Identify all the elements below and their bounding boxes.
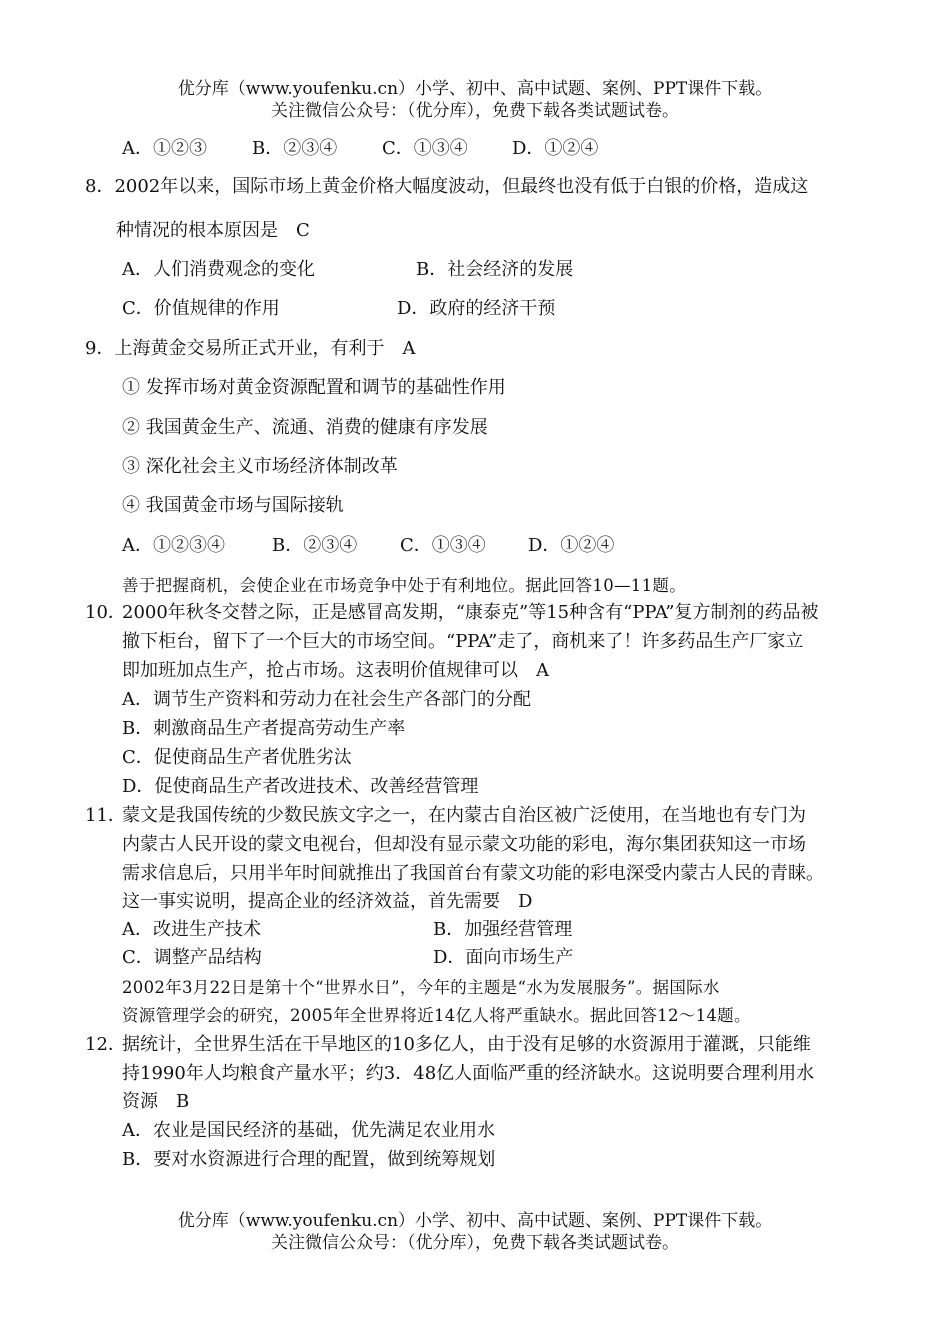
q11-number: 11． [85, 805, 126, 826]
q9-option-c: C．①③④ [400, 535, 486, 556]
q9-option-a: A．①②③④ [122, 535, 225, 556]
page-header [0, 78, 950, 122]
q10-number: 10． [85, 602, 126, 623]
q9-item-3: ③ 深化社会主义市场经济体制改革 [122, 456, 398, 477]
q8-option-b: B．社会经济的发展 [416, 259, 574, 280]
footer-line-1: 优分库（www.youfenku.cn）小学、初中、高中试题、案例、PPT课件下载。 [177, 1211, 773, 1231]
q12-option-b: B．要对水资源进行合理的配置，做到统筹规划 [122, 1149, 496, 1170]
q9-answer: A [402, 338, 416, 359]
q8-stem-line-1: 8．2002年以来，国际市场上黄金价格大幅度波动，但最终也没有低于白银的价格，造成这 [85, 176, 809, 197]
q10-option-b: B．刺激商品生产者提高劳动生产率 [122, 718, 406, 739]
q11-option-b: B．加强经营管理 [433, 919, 573, 940]
q8-stem-line-2 [116, 219, 310, 243]
q9-item-4: ④ 我国黄金市场与国际接轨 [122, 495, 344, 516]
q10-stem-line-3 [122, 659, 549, 683]
q12-number: 12． [85, 1034, 126, 1055]
q7-options [122, 137, 598, 161]
q10-answer: A [536, 660, 549, 681]
q11-stem-line-2: 内蒙古人民开设的蒙文电视台，但却没有显示蒙文功能的彩电，海尔集团获知这一市场 [122, 834, 806, 855]
q12-stem-line-3 [122, 1090, 189, 1114]
q11-stem-text: 这一事实说明，提高企业的经济效益，首先需要 [122, 891, 500, 912]
q10-option-d: D．促使商品生产者改进技术、改善经营管理 [122, 776, 479, 797]
q9-item-1: ① 发挥市场对黄金资源配置和调节的基础性作用 [122, 377, 506, 398]
q12-answer: B [176, 1091, 190, 1112]
q9-options [122, 534, 614, 558]
q10-stem-text: 即加班加点生产，抢占市场。这表明价值规律可以 [122, 660, 518, 681]
q12-stem-text: 资源 [122, 1091, 158, 1112]
q7-option-c: C．①③④ [382, 138, 468, 159]
material-10-11: 善于把握商机，会使企业在市场竞争中处于有利地位。据此回答10—11题。 [122, 576, 686, 595]
q11-stem-line-3: 需求信息后，只用半年时间就推出了我国首台有蒙文功能的彩电深受内蒙古人民的青睐。 [122, 863, 824, 884]
q8-stem-text: 种情况的根本原因是 [116, 220, 278, 241]
q10-stem-line-1: 2000年秋冬交替之际，正是感冒高发期，“康泰克”等15种含有“PPA”复方制剂的药品被 [122, 602, 819, 623]
material-12-14-line-2: 资源管理学会的研究，2005年全世界将近14亿人将严重缺水。据此回答12～14题。 [122, 1006, 751, 1025]
q10-option-a: A．调节生产资料和劳动力在社会生产各部门的分配 [122, 689, 531, 710]
q11-stem-line-4 [122, 890, 532, 914]
q12-option-a: A．农业是国民经济的基础，优先满足农业用水 [122, 1120, 495, 1141]
q11-option-d: D．面向市场生产 [433, 947, 574, 968]
q10-option-c: C．促使商品生产者优胜劣汰 [122, 747, 352, 768]
q12-stem-line-1: 据统计，全世界生活在干旱地区的10多亿人，由于没有足够的水资源用于灌溉，只能维 [122, 1034, 811, 1055]
q9-stem [85, 337, 415, 361]
q11-option-a: A．改进生产技术 [122, 919, 261, 940]
q11-answer: D [518, 891, 533, 912]
q11-option-c: C．调整产品结构 [122, 947, 262, 968]
q9-stem-text: 9．上海黄金交易所正式开业，有利于 [85, 338, 385, 359]
q7-option-d: D．①②④ [512, 138, 599, 159]
header-line-2: 关注微信公众号：（优分库），免费下载各类试题试卷。 [271, 101, 679, 121]
q8-option-c: C．价值规律的作用 [122, 298, 280, 319]
material-12-14-line-1: 2002年3月22日是第十个“世界水日”，今年的主题是“水为发展服务”。据国际水 [122, 978, 720, 997]
q9-item-2: ② 我国黄金生产、流通、消费的健康有序发展 [122, 417, 488, 438]
q7-option-a: A．①②③ [122, 138, 207, 159]
q8-answer: C [296, 220, 310, 241]
q11-stem-line-1: 蒙文是我国传统的少数民族文字之一，在内蒙古自治区被广泛使用，在当地也有专门为 [122, 805, 806, 826]
header-line-1: 优分库（www.youfenku.cn）小学、初中、高中试题、案例、PPT课件下载。 [177, 79, 773, 99]
q9-option-b: B．②③④ [272, 535, 358, 556]
page-footer [0, 1210, 950, 1254]
q7-option-b: B．②③④ [252, 138, 338, 159]
q12-stem-line-2: 持1990年人均粮食产量水平；约3．48亿人面临严重的经济缺水。这说明要合理利用水 [122, 1063, 815, 1084]
q9-option-d: D．①②④ [528, 535, 615, 556]
q8-option-d: D．政府的经济干预 [397, 298, 556, 319]
q8-option-a: A．人们消费观念的变化 [122, 259, 315, 280]
q10-stem-line-2: 撤下柜台，留下了一个巨大的市场空间。“PPA”走了，商机来了！许多药品生产厂家立 [122, 631, 804, 652]
footer-line-2: 关注微信公众号：（优分库），免费下载各类试题试卷。 [271, 1233, 679, 1253]
